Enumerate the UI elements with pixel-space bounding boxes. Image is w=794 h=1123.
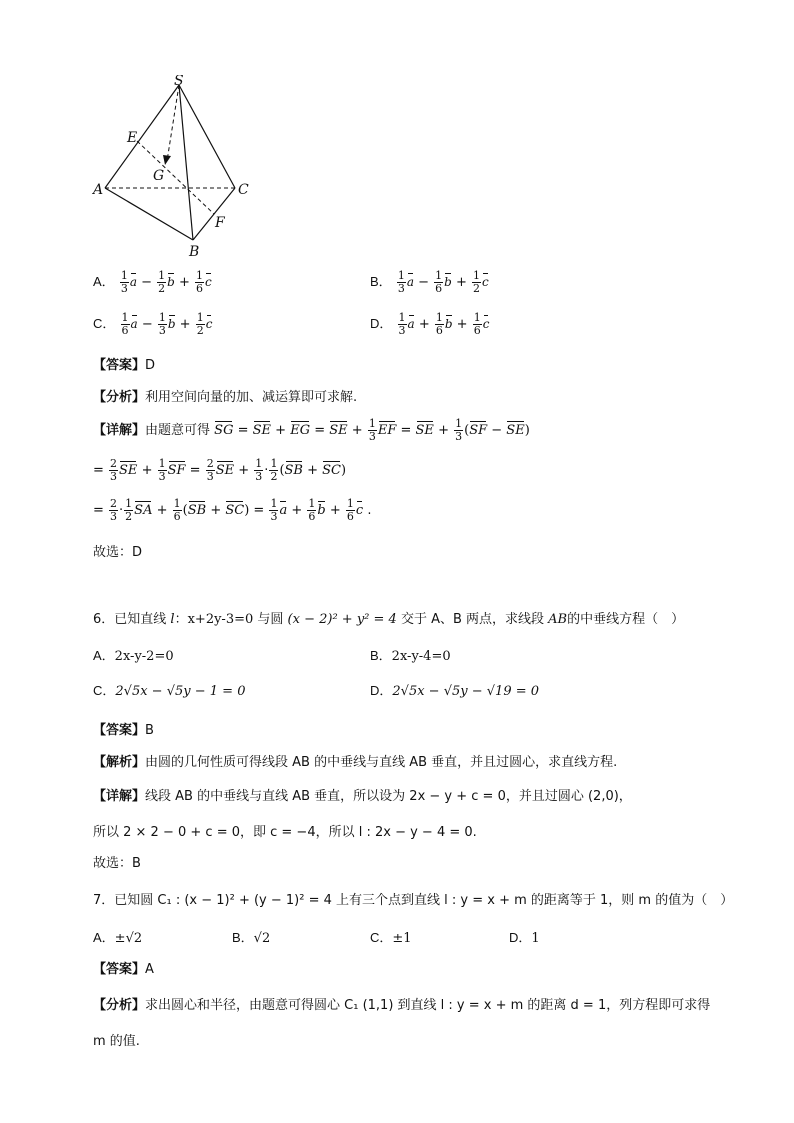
q5-answer: 【答案】D [93,358,156,373]
q6-option-a[interactable]: A．2x-y-2=0 [93,648,174,664]
q5-option-d[interactable]: D． $\frac{1}{3}$ a + $\frac{1}{6}$ b + $\frac{1}{6}$ c [370,311,490,337]
q5-detail-line2: = $\frac{2}{3}$ SE + $\frac{1}{3}$ SF = $\frac{2}{3}$ SE + $\frac{1}{3}$ · $\frac{1}{2}$ (SB + SC) [93,457,347,483]
q6-analysis: 【解析】由圆的几何性质可得线段 AB 的中垂线与直线 AB 垂直，并且过圆心，求直线方程. [93,755,618,770]
q6-conclusion: 故选：B [93,856,141,871]
label-f: F [215,215,225,231]
q6-detail-line2: 所以 2 × 2 − 0 + c = 0，即 c = −4，所以 l : 2x − y − 4 = 0. [93,825,477,840]
q5-option-b[interactable]: B． $\frac{1}{3}$ a − $\frac{1}{6}$ b + $\frac{1}{2}$ c [370,269,489,295]
tetrahedron-figure [85,75,265,260]
q7-stem: 7．已知圆 C₁ : (x − 1)² + (y − 1)² = 4 上有三个点到直线 l : y = x + m 的距离等于 1，则 m 的值为（ ） [93,893,734,908]
q7-option-d[interactable]: D．1 [509,930,540,946]
q5-option-a[interactable]: A． $\frac{1}{3}$ a − $\frac{1}{2}$ b + $\frac{1}{6}$ c [93,269,212,295]
q7-option-b[interactable]: B．√2 [232,930,271,946]
edge-ab [105,188,193,240]
label-b: B [189,244,200,260]
label-s: S [174,75,184,89]
arrow-head-g [163,155,171,165]
q7-option-c[interactable]: C．±1 [370,930,412,946]
vector-sg [167,85,179,161]
label-a: A [93,182,104,198]
edge-sa [105,85,179,188]
q7-answer: 【答案】A [93,962,154,977]
q5-option-c[interactable]: C． $\frac{1}{6}$ a − $\frac{1}{3}$ b + $\frac{1}{2}$ c [93,311,213,337]
q6-option-b[interactable]: B．2x-y-4=0 [370,648,451,664]
q7-option-a[interactable]: A．±√2 [93,930,143,946]
segment-ef [137,141,214,214]
q7-analysis-line1: 【分析】求出圆心和半径，由题意可得圆心 C₁ (1,1) 到直线 l : y = x + m 的距离 d = 1，列方程即可求得 [93,998,711,1013]
q6-detail-line1: 【详解】线段 AB 的中垂线与直线 AB 垂直，所以设为 2x − y + c = 0，并且过圆心 (2,0)， [93,789,632,804]
q6-option-c[interactable]: C．2√5x − √5y − 1 = 0 [93,683,246,699]
label-e: E [127,130,138,146]
q6-answer-value: B [145,723,154,738]
q6-stem: 6．已知直线 l：x+2y-3=0 与圆 (x − 2)² + y² = 4 交于 A、B 两点，求线段 AB的中垂线方程（ ） [93,612,685,627]
q7-analysis-line2: m 的值. [93,1034,140,1049]
q6-answer: 【答案】B [93,723,154,738]
q5-analysis: 【分析】利用空间向量的加、减运算即可求解. [93,390,358,405]
label-g: G [153,168,165,184]
q5-answer-value: D [145,358,156,373]
q6-option-d[interactable]: D．2√5x − √5y − √19 = 0 [370,683,540,699]
q7-answer-value: A [145,962,154,977]
label-c: C [238,182,249,198]
edge-sb [179,85,193,240]
q5-detail-line3: = $\frac{2}{3}$ · $\frac{1}{2}$ SA + $\frac{1}{6}$ (SB + SC) = $\frac{1}{3}$ a + $\frac{1}{6}$ b + $\frac{1}{6}$ c . [93,497,372,523]
q5-conclusion: 故选：D [93,545,143,560]
q5-detail-line1: 【详解】由题意可得 SG = SE + EG = SE + $\frac{1}{3}$ EF = SE + $\frac{1}{3}$ (SF − SE) [93,417,530,443]
